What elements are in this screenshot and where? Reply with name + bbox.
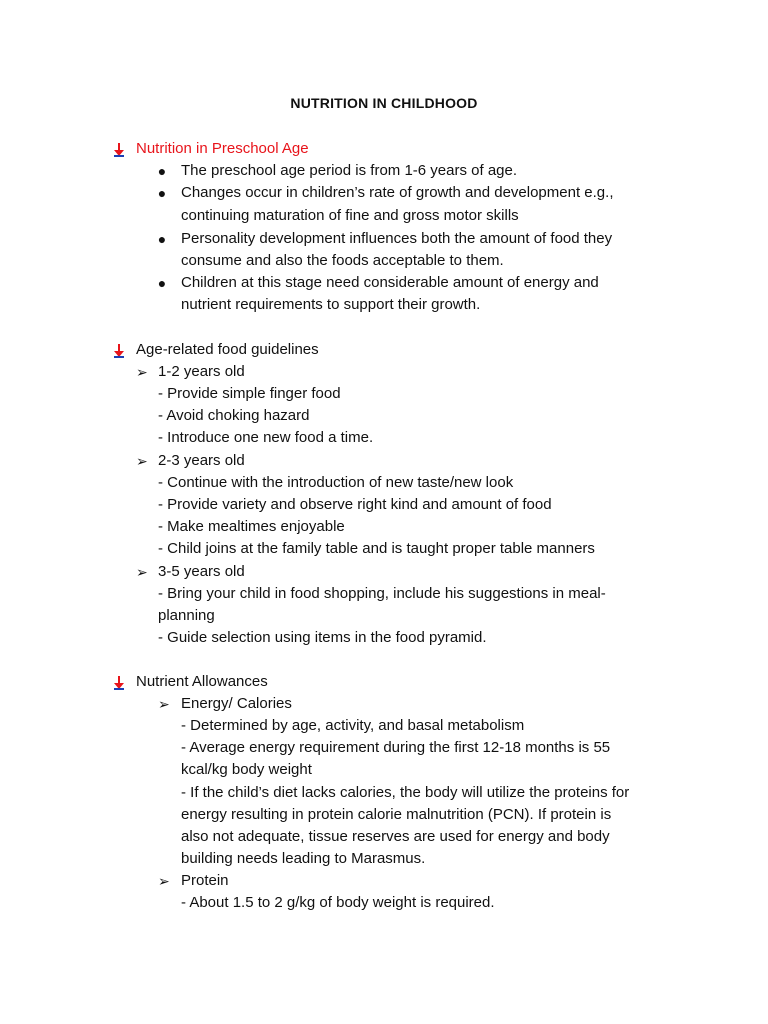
list-item: planning: [158, 607, 215, 624]
bullet-dot-icon: ●: [157, 231, 167, 247]
list-item: - About 1.5 to 2 g/kg of body weight is required.: [181, 894, 495, 911]
list-item: - If the child’s diet lacks calories, the body will utilize the proteins for: [181, 784, 630, 801]
bullet-text: Personality development influences both the amount of food they: [181, 230, 613, 247]
bullet-text: Children at this stage need considerable amount of energy and: [181, 274, 599, 291]
arrow-bullet-icon: ➢: [136, 453, 148, 469]
list-item: - Bring your child in food shopping, include his suggestions in meal-: [158, 585, 606, 602]
sub-heading: 2-3 years old: [158, 452, 245, 469]
list-item: - Child joins at the family table and is taught proper table manners: [158, 540, 595, 557]
list-item: - Determined by age, activity, and basal metabolism: [181, 717, 525, 734]
red-blue-arrow-icon: [113, 676, 125, 690]
arrow-bullet-icon: ➢: [158, 873, 170, 889]
red-blue-arrow-icon: [113, 344, 125, 358]
list-item: building needs leading to Marasmus.: [181, 850, 426, 867]
page-title: NUTRITION IN CHILDHOOD: [290, 95, 478, 111]
bullet-text: consume and also the foods acceptable to them.: [181, 252, 504, 269]
sub-heading: 1-2 years old: [158, 363, 245, 380]
list-item: - Continue with the introduction of new taste/new look: [158, 474, 514, 491]
sub-heading: Protein: [181, 872, 229, 889]
list-item: - Provide simple finger food: [158, 385, 341, 402]
bullet-text: Changes occur in children’s rate of growth and development e.g.,: [181, 184, 614, 201]
arrow-bullet-icon: ➢: [136, 564, 148, 580]
list-item: - Introduce one new food a time.: [158, 429, 374, 446]
red-blue-arrow-icon: [113, 143, 125, 157]
arrow-bullet-icon: ➢: [158, 696, 170, 712]
list-item: energy resulting in protein calorie malnutrition (PCN). If protein is: [181, 806, 612, 823]
section-heading-guidelines: Age-related food guidelines: [136, 341, 319, 358]
bullet-text: The preschool age period is from 1-6 years of age.: [181, 162, 518, 179]
sub-heading: 3-5 years old: [158, 563, 245, 580]
list-item: - Avoid choking hazard: [158, 407, 310, 424]
list-item: - Average energy requirement during the first 12-18 months is 55: [181, 739, 611, 756]
bullet-dot-icon: ●: [157, 163, 167, 179]
list-item: - Guide selection using items in the food pyramid.: [158, 629, 487, 646]
list-item: kcal/kg body weight: [181, 761, 312, 778]
bullet-text: continuing maturation of fine and gross motor skills: [181, 207, 519, 224]
bullet-dot-icon: ●: [157, 275, 167, 291]
list-item: also not adequate, tissue reserves are used for energy and body: [181, 828, 610, 845]
arrow-bullet-icon: ➢: [136, 364, 148, 380]
list-item: - Make mealtimes enjoyable: [158, 518, 345, 535]
section-heading-preschool: Nutrition in Preschool Age: [136, 140, 309, 157]
bullet-text: nutrient requirements to support their growth.: [181, 296, 481, 313]
sub-heading: Energy/ Calories: [181, 695, 292, 712]
list-item: - Provide variety and observe right kind and amount of food: [158, 496, 552, 513]
section-heading-allowances: Nutrient Allowances: [136, 673, 268, 690]
bullet-dot-icon: ●: [157, 185, 167, 201]
